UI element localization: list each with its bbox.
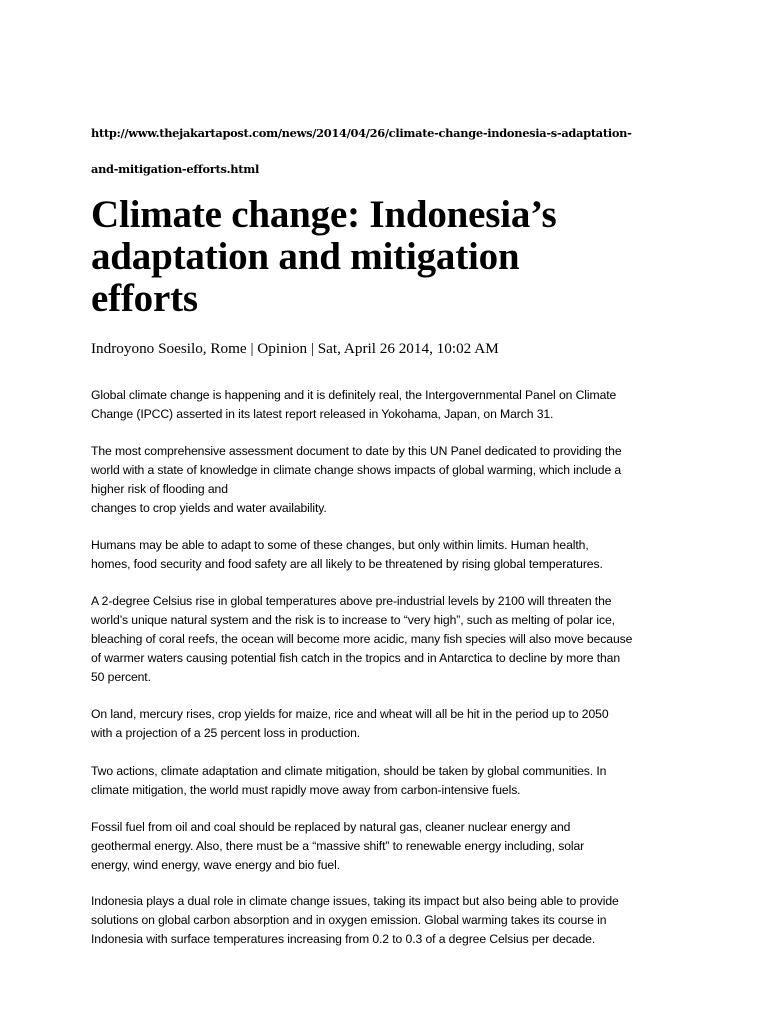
paragraph-adaptation-limits [91,536,681,574]
paragraph-line: Humans may be able to adapt to some of these changes, but only within limits. Human health, [91,538,589,552]
paragraph-line: Change (IPCC) asserted in its latest report released in Yokohama, Japan, on March 31. [91,407,554,421]
paragraph-line: 50 percent. [91,670,151,684]
paragraph-line: climate mitigation, the world must rapidly move away from carbon-intensive fuels. [91,783,521,797]
paragraph-line: A 2-degree Celsius rise in global temperatures above pre-industrial levels by 2100 will threaten the [91,594,612,608]
paragraph-indonesia-dual-role [91,892,681,949]
paragraph-line: geothermal energy. Also, there must be a “massive shift” to renewable energy including, solar [91,839,585,853]
paragraph-line: energy, wind energy, wave energy and bio fuel. [91,858,341,872]
paragraph-line: bleaching of coral reefs, the ocean will become more acidic, many fish species will also move because [91,632,633,646]
article-title [91,194,651,320]
paragraph-two-actions [91,762,681,800]
article-title-line: Climate change: Indonesia’s [91,193,557,236]
paragraph-line: Indonesia plays a dual role in climate change issues, taking its impact but also being able to provide [91,894,619,908]
paragraph-crop-yields [91,705,681,743]
paragraph-line: world’s unique natural system and the risk is to increase to “very high”, such as melting of polar ice, [91,613,615,627]
article-byline: Indroyono Soesilo, Rome | Opinion | Sat, April 26 2014, 10:02 AM [91,340,499,357]
paragraph-line: Two actions, climate adaptation and climate mitigation, should be taken by global communities. In [91,764,607,778]
article-title-line: efforts [91,277,198,320]
paragraph-line: homes, food security and food safety are all likely to be threatened by rising global temperatures. [91,557,603,571]
article-title-line: adaptation and mitigation [91,235,520,278]
paragraph-two-degree-rise [91,592,681,687]
paragraph-line: On land, mercury rises, crop yields for maize, rice and wheat will all be hit in the period up to 2050 [91,707,609,721]
paragraph-line: world with a state of knowledge in climate change shows impacts of global warming, which include a [91,463,622,477]
paragraph-assessment [91,442,681,518]
paragraph-line: higher risk of flooding and [91,482,228,496]
paragraph-line: of warmer waters causing potential fish catch in the tropics and in Antarctica to decline by more than [91,651,621,665]
paragraph-line: solutions on global carbon absorption and in oxygen emission. Global warming takes its course in [91,913,607,927]
source-url-line-2: and-mitigation-efforts.html [91,162,259,176]
paragraph-line: with a projection of a 25 percent loss in production. [91,726,361,740]
paragraph-fossil-fuel [91,818,681,875]
source-url-line-1: http://www.thejakartapost.com/news/2014/04/26/climate-change-indonesia-s-adaptation- [91,126,632,140]
paragraph-line: Global climate change is happening and it is definitely real, the Intergovernmental Panel on Climate [91,388,617,402]
paragraph-line: The most comprehensive assessment document to date by this UN Panel dedicated to providing the [91,444,622,458]
paragraph-line: Indonesia with surface temperatures increasing from 0.2 to 0.3 of a degree Celsius per decade. [91,932,596,946]
paragraph-line: Fossil fuel from oil and coal should be replaced by natural gas, cleaner nuclear energy and [91,820,571,834]
paragraph-line: changes to crop yields and water availability. [91,501,327,515]
paragraph-ipcc-report [91,386,681,424]
